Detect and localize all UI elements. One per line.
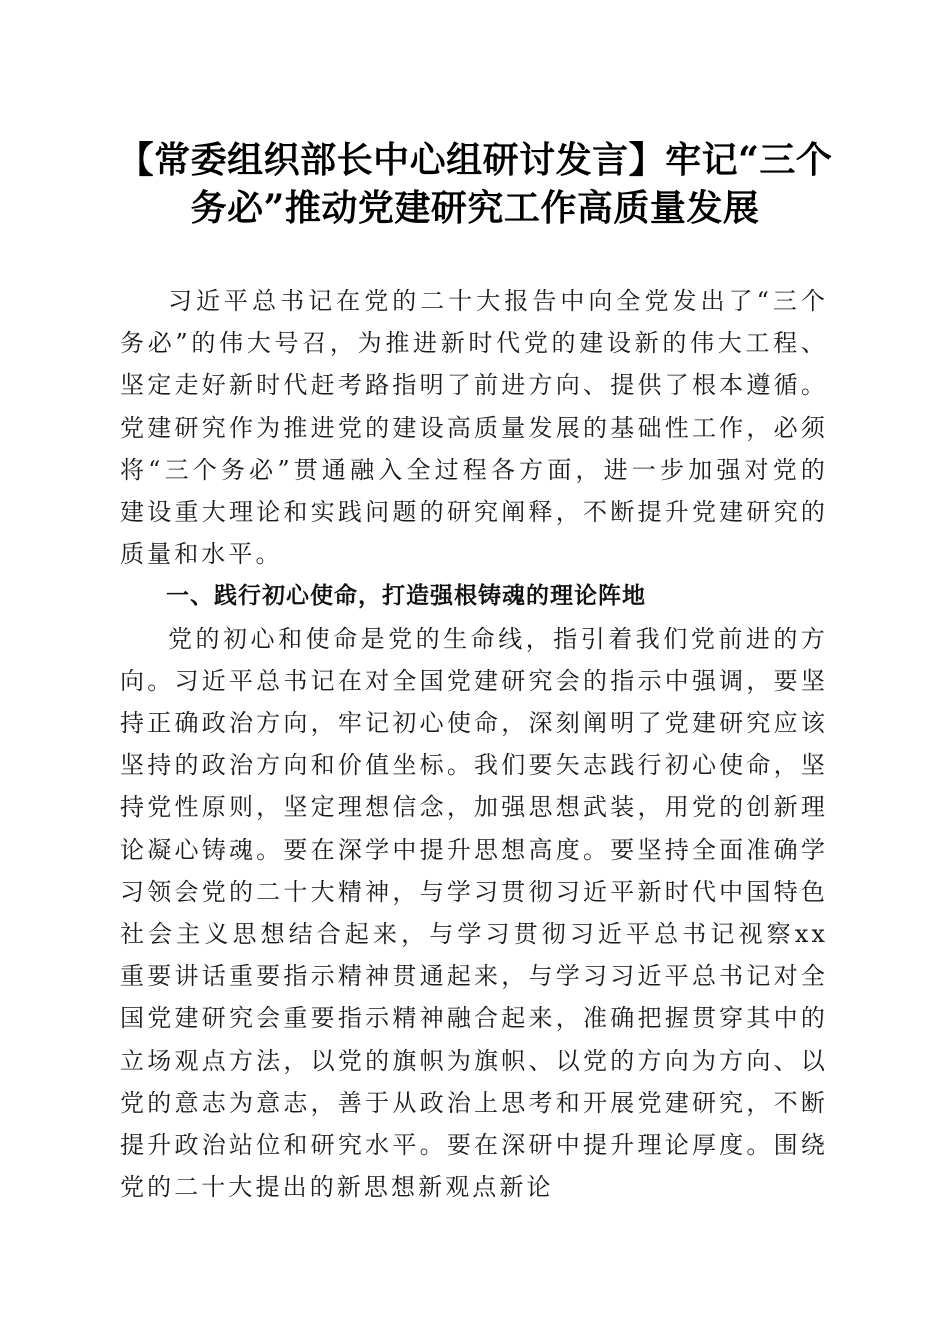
- section-heading: 一、践行初心使命，打造强根铸魂的理论阵地: [166, 583, 646, 610]
- section-paragraph: 党的初心和使命是党的生命线，指引着我们党前进的方向。习近平总书记在对全国党建研究会的指示中强调，要坚持正确政治方向，牢记初心使命，深刻阐明了党建研究应该坚持的政治方向和价值坐标。我们要矢志践行初心使命，坚持党性原则，坚定理想信念，加强思想武装，用党的创新理论凝心铸魂。要在深学中提升思想高度。要坚持全面准确学习领会党的二十大精神，与学习贯彻习近平新时代中国特色社会主义思想结合起来，与学习贯彻习近平总书记视察xx重要讲话重要指示精神贯通起来，与学习习近平总书记对全国党建研究会重要指示精神融合起来，准确把握贯穿其中的立场观点方法，以党的旗帜为旗帜、以党的方向为方向、以党的意志为意志，善于从政治上思考和开展党建研究，不断提升政治站位和研究水平。要在深研中提升理论厚度。围绕党的二十大提出的新思想新观点新论: [120, 624, 828, 1202]
- document-body: [120, 280, 828, 1208]
- intro-paragraph: 习近平总书记在党的二十大报告中向全党发出了“三个务必”的伟大号召，为推进新时代党的建设新的伟大工程、坚定走好新时代赶考路指明了前进方向、提供了根本遵循。党建研究作为推进党的建设高质量发展的基础性工作，必须将“三个务必”贯通融入全过程各方面，进一步加强对党的建设重大理论和实践问题的研究阐释，不断提升党建研究的质量和水平。: [120, 287, 828, 569]
- document-title: 【常委组织部长中心组研讨发言】牢记“三个务必”推动党建研究工作高质量发展: [117, 139, 833, 229]
